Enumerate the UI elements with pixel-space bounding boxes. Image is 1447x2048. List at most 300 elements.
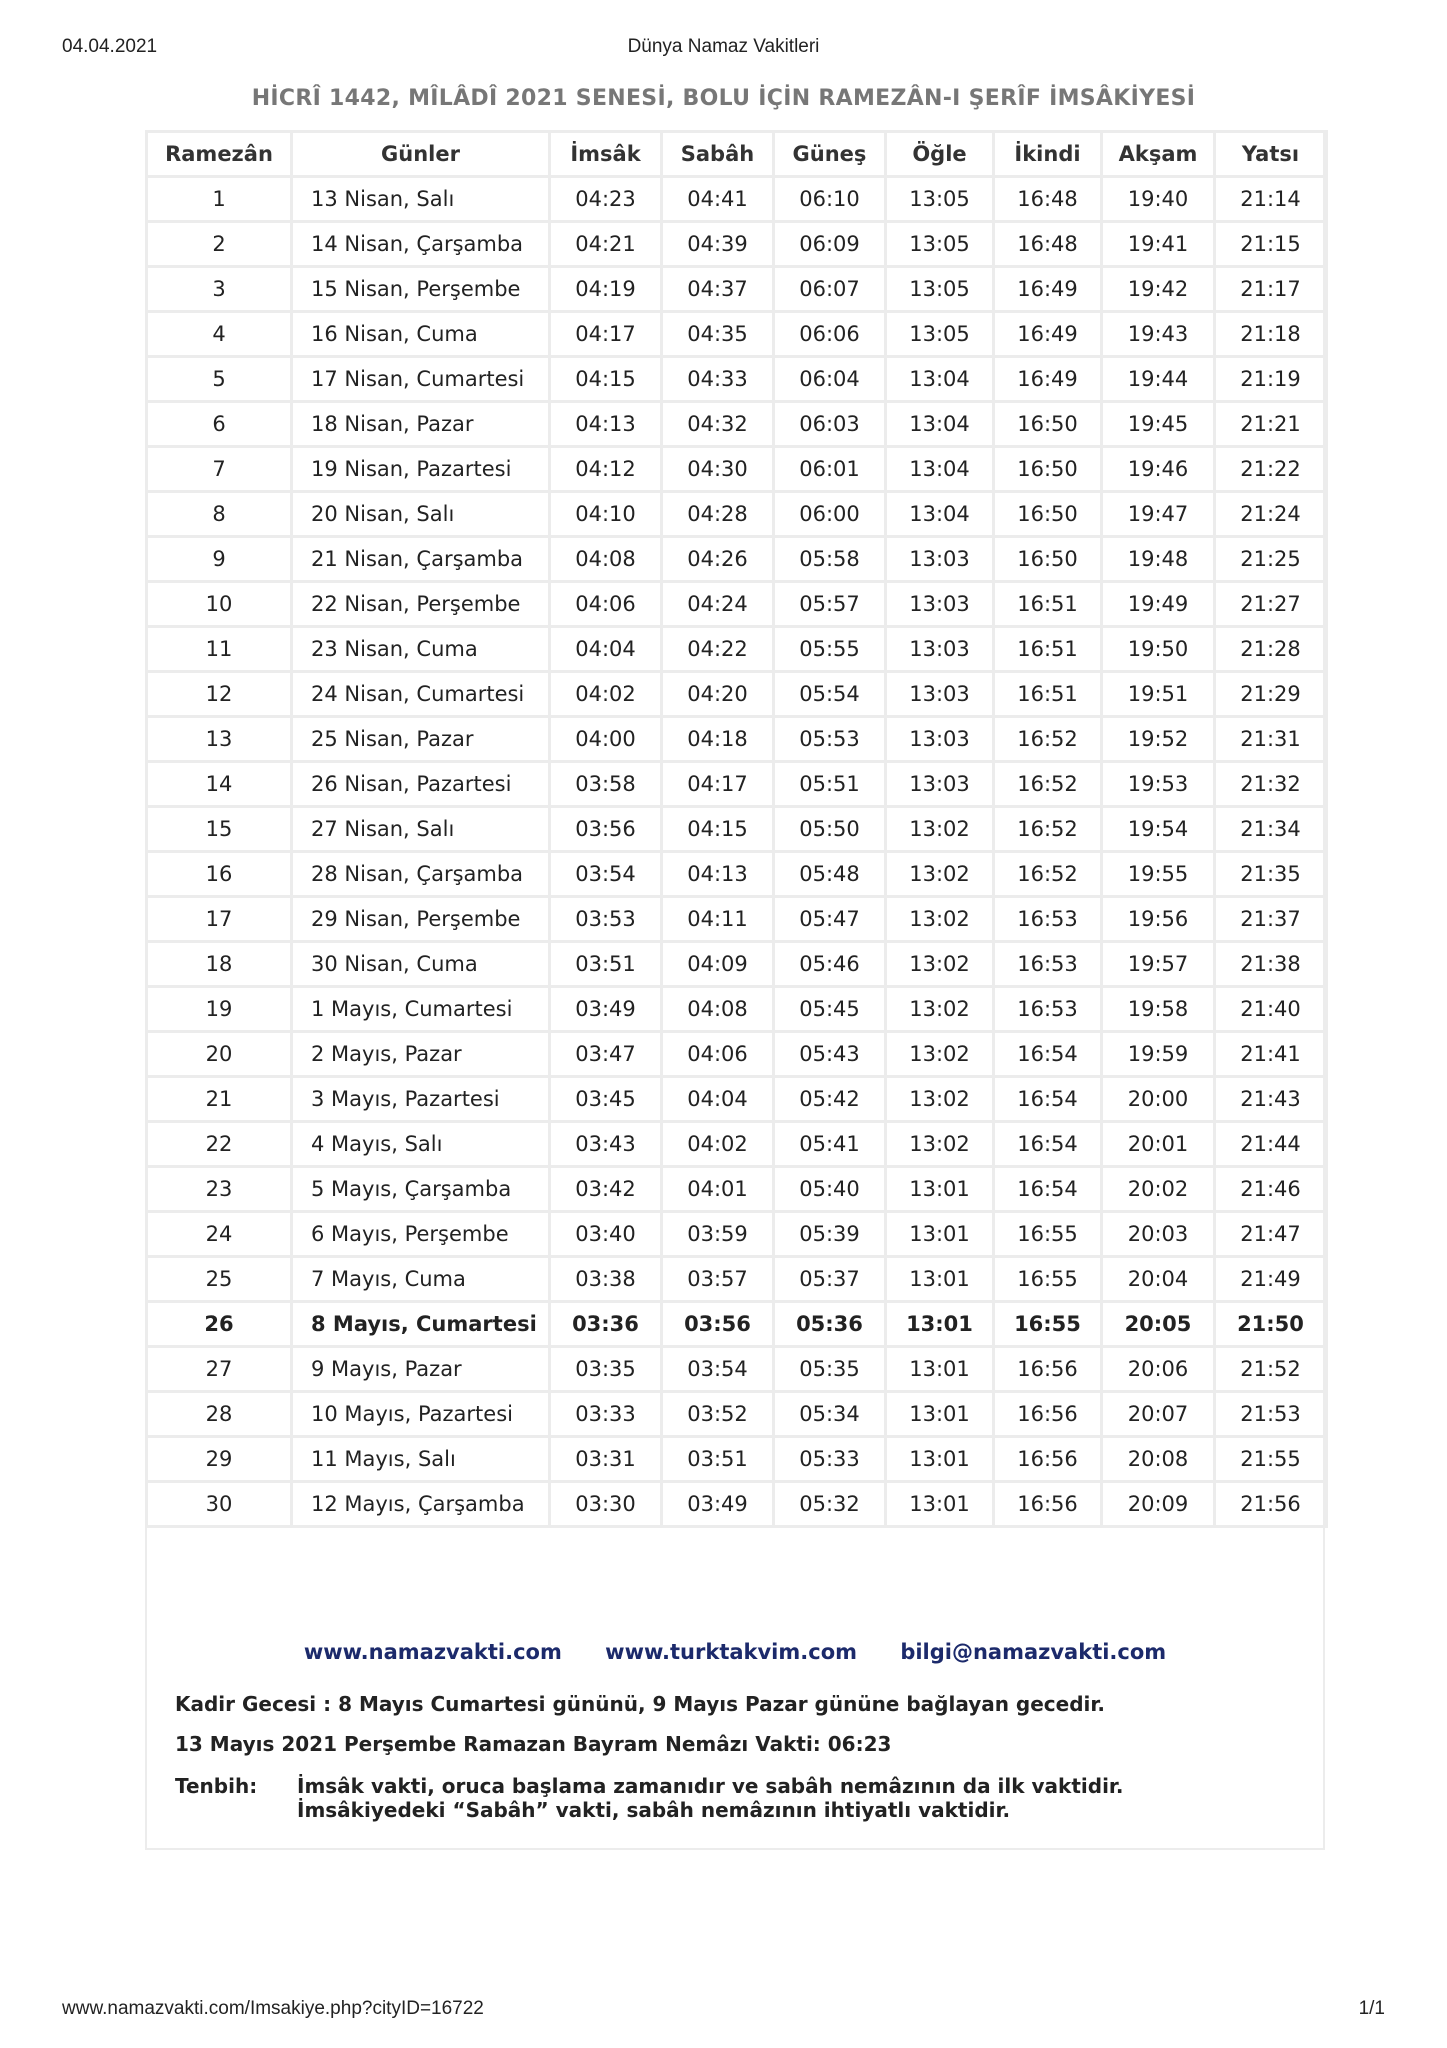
col-gunes-cell: 05:36 xyxy=(774,1302,886,1347)
col-yatsi-cell: 21:40 xyxy=(1215,987,1327,1032)
col-imsak-cell: 03:35 xyxy=(550,1347,662,1392)
col-ramezan-cell: 1 xyxy=(147,177,292,222)
col-ogle-cell: 13:01 xyxy=(886,1347,994,1392)
col-imsak-cell: 04:06 xyxy=(550,582,662,627)
col-ogle-cell: 13:02 xyxy=(886,852,994,897)
col-gunes-cell: 06:09 xyxy=(774,222,886,267)
col-ramezan-cell: 10 xyxy=(147,582,292,627)
col-ikindi-cell: 16:50 xyxy=(994,537,1102,582)
link-namazvakti[interactable]: www.namazvakti.com xyxy=(303,1640,562,1664)
col-ogle-cell: 13:01 xyxy=(886,1212,994,1257)
col-imsak-cell: 04:10 xyxy=(550,492,662,537)
col-imsak-cell: 04:13 xyxy=(550,402,662,447)
col-sabah-cell: 04:17 xyxy=(662,762,774,807)
col-gunler-cell: 27 Nisan, Salı xyxy=(292,807,550,852)
col-ramezan-header: Ramezân xyxy=(147,132,292,177)
table-row xyxy=(147,582,1327,627)
col-ramezan-cell: 20 xyxy=(147,1032,292,1077)
col-gunler-cell: 13 Nisan, Salı xyxy=(292,177,550,222)
col-ramezan-cell: 24 xyxy=(147,1212,292,1257)
col-yatsi-cell: 21:25 xyxy=(1215,537,1327,582)
col-ikindi-cell: 16:55 xyxy=(994,1212,1102,1257)
col-sabah-cell: 03:49 xyxy=(662,1482,774,1527)
col-sabah-cell: 04:28 xyxy=(662,492,774,537)
col-ikindi-cell: 16:50 xyxy=(994,402,1102,447)
col-aksam-cell: 20:03 xyxy=(1102,1212,1215,1257)
col-ogle-cell: 13:02 xyxy=(886,897,994,942)
col-ramezan-cell: 5 xyxy=(147,357,292,402)
col-ramezan-cell: 25 xyxy=(147,1257,292,1302)
table-row xyxy=(147,1482,1327,1527)
col-gunler-cell: 11 Mayıs, Salı xyxy=(292,1437,550,1482)
col-ramezan-cell: 28 xyxy=(147,1392,292,1437)
col-aksam-cell: 19:47 xyxy=(1102,492,1215,537)
table-row xyxy=(147,447,1327,492)
col-ogle-cell: 13:04 xyxy=(886,357,994,402)
col-sabah-cell: 04:18 xyxy=(662,717,774,762)
col-gunes-cell: 05:58 xyxy=(774,537,886,582)
col-sabah-cell: 03:54 xyxy=(662,1347,774,1392)
table-row xyxy=(147,1122,1327,1167)
col-aksam-cell: 19:46 xyxy=(1102,447,1215,492)
col-ogle-cell: 13:02 xyxy=(886,1122,994,1167)
table-row xyxy=(147,1212,1327,1257)
col-yatsi-cell: 21:56 xyxy=(1215,1482,1327,1527)
col-aksam-cell: 20:01 xyxy=(1102,1122,1215,1167)
kadir-note: Kadir Gecesi : 8 Mayıs Cumartesi gününü, 9 Mayıs Pazar gününe bağlayan gecedir. xyxy=(175,1692,1106,1716)
col-aksam-cell: 20:05 xyxy=(1102,1302,1215,1347)
col-sabah-cell: 04:33 xyxy=(662,357,774,402)
col-aksam-cell: 19:48 xyxy=(1102,537,1215,582)
col-yatsi-cell: 21:46 xyxy=(1215,1167,1327,1212)
table-row xyxy=(147,1032,1327,1077)
col-imsak-cell: 03:30 xyxy=(550,1482,662,1527)
col-imsak-cell: 04:17 xyxy=(550,312,662,357)
table-row xyxy=(147,312,1327,357)
col-gunler-cell: 30 Nisan, Cuma xyxy=(292,942,550,987)
col-aksam-cell: 19:54 xyxy=(1102,807,1215,852)
table-row xyxy=(147,1167,1327,1212)
col-yatsi-cell: 21:28 xyxy=(1215,627,1327,672)
col-imsak-cell: 04:08 xyxy=(550,537,662,582)
col-yatsi-cell: 21:22 xyxy=(1215,447,1327,492)
col-gunes-cell: 05:57 xyxy=(774,582,886,627)
col-gunes-cell: 05:32 xyxy=(774,1482,886,1527)
col-ogle-cell: 13:02 xyxy=(886,1032,994,1077)
col-aksam-cell: 19:49 xyxy=(1102,582,1215,627)
col-aksam-cell: 19:53 xyxy=(1102,762,1215,807)
col-gunes-cell: 05:34 xyxy=(774,1392,886,1437)
col-ramezan-cell: 21 xyxy=(147,1077,292,1122)
col-imsak-cell: 03:38 xyxy=(550,1257,662,1302)
table-row xyxy=(147,402,1327,447)
col-ikindi-cell: 16:53 xyxy=(994,987,1102,1032)
col-ramezan-cell: 27 xyxy=(147,1347,292,1392)
col-sabah-cell: 04:02 xyxy=(662,1122,774,1167)
col-ikindi-header: İkindi xyxy=(994,132,1102,177)
col-gunler-cell: 9 Mayıs, Pazar xyxy=(292,1347,550,1392)
col-ogle-cell: 13:03 xyxy=(886,627,994,672)
col-ogle-cell: 13:02 xyxy=(886,987,994,1032)
table-row xyxy=(147,987,1327,1032)
col-imsak-cell: 04:12 xyxy=(550,447,662,492)
col-yatsi-cell: 21:52 xyxy=(1215,1347,1327,1392)
col-aksam-cell: 19:58 xyxy=(1102,987,1215,1032)
col-gunes-cell: 06:10 xyxy=(774,177,886,222)
col-aksam-cell: 19:40 xyxy=(1102,177,1215,222)
col-aksam-cell: 19:41 xyxy=(1102,222,1215,267)
col-sabah-cell: 03:51 xyxy=(662,1437,774,1482)
col-imsak-cell: 03:53 xyxy=(550,897,662,942)
table-row xyxy=(147,1392,1327,1437)
col-gunler-cell: 19 Nisan, Pazartesi xyxy=(292,447,550,492)
link-email[interactable]: bilgi@namazvakti.com xyxy=(900,1640,1167,1664)
col-ikindi-cell: 16:48 xyxy=(994,177,1102,222)
col-aksam-cell: 20:09 xyxy=(1102,1482,1215,1527)
col-imsak-header: İmsâk xyxy=(550,132,662,177)
col-yatsi-cell: 21:43 xyxy=(1215,1077,1327,1122)
col-ikindi-cell: 16:56 xyxy=(994,1437,1102,1482)
col-gunes-header: Güneş xyxy=(774,132,886,177)
col-sabah-cell: 04:08 xyxy=(662,987,774,1032)
col-ikindi-cell: 16:53 xyxy=(994,897,1102,942)
col-yatsi-cell: 21:29 xyxy=(1215,672,1327,717)
col-gunler-cell: 14 Nisan, Çarşamba xyxy=(292,222,550,267)
col-sabah-cell: 04:13 xyxy=(662,852,774,897)
col-gunes-cell: 05:48 xyxy=(774,852,886,897)
col-ogle-cell: 13:01 xyxy=(886,1392,994,1437)
col-gunler-cell: 4 Mayıs, Salı xyxy=(292,1122,550,1167)
col-imsak-cell: 03:49 xyxy=(550,987,662,1032)
col-ramezan-cell: 6 xyxy=(147,402,292,447)
col-sabah-cell: 04:01 xyxy=(662,1167,774,1212)
col-yatsi-cell: 21:19 xyxy=(1215,357,1327,402)
col-yatsi-cell: 21:18 xyxy=(1215,312,1327,357)
table-row xyxy=(147,492,1327,537)
col-imsak-cell: 03:47 xyxy=(550,1032,662,1077)
col-imsak-cell: 03:33 xyxy=(550,1392,662,1437)
col-ogle-cell: 13:03 xyxy=(886,762,994,807)
col-gunler-cell: 18 Nisan, Pazar xyxy=(292,402,550,447)
col-sabah-cell: 03:56 xyxy=(662,1302,774,1347)
col-sabah-cell: 04:24 xyxy=(662,582,774,627)
col-gunes-cell: 05:39 xyxy=(774,1212,886,1257)
col-sabah-cell: 03:59 xyxy=(662,1212,774,1257)
table-row xyxy=(147,807,1327,852)
col-sabah-cell: 04:39 xyxy=(662,222,774,267)
col-yatsi-cell: 21:27 xyxy=(1215,582,1327,627)
col-aksam-cell: 20:02 xyxy=(1102,1167,1215,1212)
col-aksam-cell: 19:55 xyxy=(1102,852,1215,897)
col-ogle-cell: 13:01 xyxy=(886,1302,994,1347)
col-gunler-cell: 22 Nisan, Perşembe xyxy=(292,582,550,627)
col-ogle-cell: 13:04 xyxy=(886,492,994,537)
col-yatsi-cell: 21:31 xyxy=(1215,717,1327,762)
col-sabah-cell: 04:06 xyxy=(662,1032,774,1077)
col-gunes-cell: 05:45 xyxy=(774,987,886,1032)
col-ramezan-cell: 14 xyxy=(147,762,292,807)
col-yatsi-cell: 21:50 xyxy=(1215,1302,1327,1347)
col-gunler-cell: 28 Nisan, Çarşamba xyxy=(292,852,550,897)
col-ikindi-cell: 16:54 xyxy=(994,1077,1102,1122)
table-row xyxy=(147,177,1327,222)
table-row xyxy=(147,672,1327,717)
col-ikindi-cell: 16:56 xyxy=(994,1347,1102,1392)
col-gunler-header: Günler xyxy=(292,132,550,177)
col-ikindi-cell: 16:55 xyxy=(994,1302,1102,1347)
col-sabah-cell: 04:35 xyxy=(662,312,774,357)
col-ramezan-cell: 15 xyxy=(147,807,292,852)
col-sabah-cell: 03:52 xyxy=(662,1392,774,1437)
col-ramezan-cell: 12 xyxy=(147,672,292,717)
col-ogle-cell: 13:01 xyxy=(886,1437,994,1482)
col-sabah-cell: 04:04 xyxy=(662,1077,774,1122)
col-yatsi-cell: 21:35 xyxy=(1215,852,1327,897)
col-ikindi-cell: 16:51 xyxy=(994,627,1102,672)
col-sabah-cell: 04:30 xyxy=(662,447,774,492)
table-row xyxy=(147,1302,1327,1347)
col-yatsi-cell: 21:44 xyxy=(1215,1122,1327,1167)
col-gunes-cell: 05:54 xyxy=(774,672,886,717)
col-ogle-cell: 13:05 xyxy=(886,222,994,267)
col-gunler-cell: 15 Nisan, Perşembe xyxy=(292,267,550,312)
col-gunes-cell: 06:00 xyxy=(774,492,886,537)
col-gunes-cell: 05:47 xyxy=(774,897,886,942)
col-aksam-cell: 19:50 xyxy=(1102,627,1215,672)
col-gunes-cell: 06:03 xyxy=(774,402,886,447)
col-gunler-cell: 10 Mayıs, Pazartesi xyxy=(292,1392,550,1437)
table-row xyxy=(147,852,1327,897)
col-aksam-cell: 19:43 xyxy=(1102,312,1215,357)
col-gunes-cell: 05:50 xyxy=(774,807,886,852)
col-sabah-cell: 04:20 xyxy=(662,672,774,717)
col-ogle-cell: 13:03 xyxy=(886,717,994,762)
col-sabah-cell: 04:37 xyxy=(662,267,774,312)
col-ogle-cell: 13:02 xyxy=(886,807,994,852)
col-gunler-cell: 6 Mayıs, Perşembe xyxy=(292,1212,550,1257)
col-yatsi-cell: 21:55 xyxy=(1215,1437,1327,1482)
col-gunler-cell: 25 Nisan, Pazar xyxy=(292,717,550,762)
col-ogle-cell: 13:04 xyxy=(886,402,994,447)
col-gunes-cell: 05:40 xyxy=(774,1167,886,1212)
col-ramezan-cell: 2 xyxy=(147,222,292,267)
link-turktakvim[interactable]: www.turktakvim.com xyxy=(605,1640,857,1664)
col-gunler-cell: 7 Mayıs, Cuma xyxy=(292,1257,550,1302)
col-ogle-cell: 13:01 xyxy=(886,1167,994,1212)
col-gunler-cell: 26 Nisan, Pazartesi xyxy=(292,762,550,807)
col-gunler-cell: 3 Mayıs, Pazartesi xyxy=(292,1077,550,1122)
col-imsak-cell: 04:02 xyxy=(550,672,662,717)
table-row xyxy=(147,1437,1327,1482)
table-row xyxy=(147,717,1327,762)
col-ikindi-cell: 16:54 xyxy=(994,1032,1102,1077)
print-page-number: 1/1 xyxy=(1358,1998,1385,2019)
col-imsak-cell: 03:56 xyxy=(550,807,662,852)
col-sabah-cell: 04:26 xyxy=(662,537,774,582)
col-imsak-cell: 04:00 xyxy=(550,717,662,762)
col-gunler-cell: 1 Mayıs, Cumartesi xyxy=(292,987,550,1032)
col-ogle-cell: 13:03 xyxy=(886,582,994,627)
col-ikindi-cell: 16:52 xyxy=(994,762,1102,807)
col-yatsi-cell: 21:41 xyxy=(1215,1032,1327,1077)
col-ikindi-cell: 16:51 xyxy=(994,672,1102,717)
col-ogle-cell: 13:05 xyxy=(886,177,994,222)
col-ramezan-cell: 11 xyxy=(147,627,292,672)
col-ogle-cell: 13:01 xyxy=(886,1257,994,1302)
col-yatsi-cell: 21:53 xyxy=(1215,1392,1327,1437)
col-ogle-cell: 13:02 xyxy=(886,942,994,987)
col-imsak-cell: 03:45 xyxy=(550,1077,662,1122)
col-ramezan-cell: 22 xyxy=(147,1122,292,1167)
table-row xyxy=(147,537,1327,582)
col-ramezan-cell: 3 xyxy=(147,267,292,312)
col-sabah-cell: 04:22 xyxy=(662,627,774,672)
col-gunler-cell: 21 Nisan, Çarşamba xyxy=(292,537,550,582)
col-gunes-cell: 06:04 xyxy=(774,357,886,402)
col-gunler-cell: 17 Nisan, Cumartesi xyxy=(292,357,550,402)
col-imsak-cell: 04:04 xyxy=(550,627,662,672)
table-row xyxy=(147,1347,1327,1392)
col-aksam-cell: 19:45 xyxy=(1102,402,1215,447)
col-gunes-cell: 05:35 xyxy=(774,1347,886,1392)
col-gunes-cell: 05:55 xyxy=(774,627,886,672)
col-ikindi-cell: 16:54 xyxy=(994,1122,1102,1167)
col-gunes-cell: 05:51 xyxy=(774,762,886,807)
col-imsak-cell: 03:40 xyxy=(550,1212,662,1257)
col-gunler-cell: 8 Mayıs, Cumartesi xyxy=(292,1302,550,1347)
footer-links xyxy=(145,1640,1325,1664)
col-gunes-cell: 06:01 xyxy=(774,447,886,492)
col-ikindi-cell: 16:48 xyxy=(994,222,1102,267)
col-aksam-cell: 20:07 xyxy=(1102,1392,1215,1437)
col-imsak-cell: 04:21 xyxy=(550,222,662,267)
col-ogle-cell: 13:02 xyxy=(886,1077,994,1122)
col-imsak-cell: 03:51 xyxy=(550,942,662,987)
page-title: HİCRÎ 1442, MÎLÂDÎ 2021 SENESİ, BOLU İÇİN RAMEZÂN-I ŞERÎF İMSÂKİYESİ xyxy=(251,86,1196,111)
table-row xyxy=(147,627,1327,672)
col-aksam-cell: 20:00 xyxy=(1102,1077,1215,1122)
warning-line-1: İmsâk vakti, oruca başlama zamanıdır ve sabâh nemâzının da ilk vaktidir. xyxy=(297,1774,1124,1798)
col-ikindi-cell: 16:52 xyxy=(994,807,1102,852)
col-gunes-cell: 05:46 xyxy=(774,942,886,987)
col-aksam-cell: 19:51 xyxy=(1102,672,1215,717)
col-ramezan-cell: 18 xyxy=(147,942,292,987)
col-ikindi-cell: 16:55 xyxy=(994,1257,1102,1302)
table-row xyxy=(147,1077,1327,1122)
col-gunler-cell: 23 Nisan, Cuma xyxy=(292,627,550,672)
col-yatsi-cell: 21:47 xyxy=(1215,1212,1327,1257)
col-aksam-cell: 20:04 xyxy=(1102,1257,1215,1302)
col-sabah-cell: 04:11 xyxy=(662,897,774,942)
col-aksam-cell: 19:52 xyxy=(1102,717,1215,762)
col-imsak-cell: 04:15 xyxy=(550,357,662,402)
col-yatsi-cell: 21:21 xyxy=(1215,402,1327,447)
table-body xyxy=(147,177,1327,1527)
table-row xyxy=(147,942,1327,987)
col-imsak-cell: 03:42 xyxy=(550,1167,662,1212)
col-gunes-cell: 06:06 xyxy=(774,312,886,357)
col-sabah-cell: 03:57 xyxy=(662,1257,774,1302)
col-aksam-cell: 19:59 xyxy=(1102,1032,1215,1077)
col-imsak-cell: 04:23 xyxy=(550,177,662,222)
col-yatsi-cell: 21:34 xyxy=(1215,807,1327,852)
col-imsak-cell: 03:36 xyxy=(550,1302,662,1347)
print-url: www.namazvakti.com/Imsakiye.php?cityID=16722 xyxy=(62,1998,484,2019)
col-sabah-cell: 04:32 xyxy=(662,402,774,447)
col-aksam-cell: 20:08 xyxy=(1102,1437,1215,1482)
col-sabah-cell: 04:15 xyxy=(662,807,774,852)
col-ramezan-cell: 29 xyxy=(147,1437,292,1482)
table-row xyxy=(147,897,1327,942)
table-row xyxy=(147,357,1327,402)
col-gunes-cell: 05:43 xyxy=(774,1032,886,1077)
table-row xyxy=(147,222,1327,267)
col-ikindi-cell: 16:49 xyxy=(994,267,1102,312)
col-gunler-cell: 5 Mayıs, Çarşamba xyxy=(292,1167,550,1212)
col-gunler-cell: 29 Nisan, Perşembe xyxy=(292,897,550,942)
col-yatsi-cell: 21:14 xyxy=(1215,177,1327,222)
col-ramezan-cell: 23 xyxy=(147,1167,292,1212)
col-ikindi-cell: 16:56 xyxy=(994,1392,1102,1437)
col-gunes-cell: 05:41 xyxy=(774,1122,886,1167)
imsakiye-table xyxy=(145,130,1328,1528)
col-aksam-cell: 19:57 xyxy=(1102,942,1215,987)
warning-line-2: İmsâkiyedeki “Sabâh” vakti, sabâh nemâzının ihtiyatlı vaktidir. xyxy=(297,1798,1011,1822)
col-ramezan-cell: 4 xyxy=(147,312,292,357)
col-gunler-cell: 16 Nisan, Cuma xyxy=(292,312,550,357)
col-gunes-cell: 05:53 xyxy=(774,717,886,762)
col-gunler-cell: 20 Nisan, Salı xyxy=(292,492,550,537)
col-gunler-cell: 12 Mayıs, Çarşamba xyxy=(292,1482,550,1527)
col-ogle-cell: 13:05 xyxy=(886,267,994,312)
col-yatsi-cell: 21:37 xyxy=(1215,897,1327,942)
table-row xyxy=(147,267,1327,312)
col-ikindi-cell: 16:49 xyxy=(994,357,1102,402)
col-yatsi-cell: 21:49 xyxy=(1215,1257,1327,1302)
col-ogle-cell: 13:03 xyxy=(886,672,994,717)
col-ikindi-cell: 16:54 xyxy=(994,1167,1102,1212)
col-ikindi-cell: 16:50 xyxy=(994,492,1102,537)
col-ramezan-cell: 19 xyxy=(147,987,292,1032)
col-ikindi-cell: 16:51 xyxy=(994,582,1102,627)
col-yatsi-cell: 21:32 xyxy=(1215,762,1327,807)
col-sabah-cell: 04:41 xyxy=(662,177,774,222)
col-ikindi-cell: 16:49 xyxy=(994,312,1102,357)
col-yatsi-cell: 21:15 xyxy=(1215,222,1327,267)
col-aksam-header: Akşam xyxy=(1102,132,1215,177)
col-ramezan-cell: 30 xyxy=(147,1482,292,1527)
table-row xyxy=(147,762,1327,807)
col-ikindi-cell: 16:50 xyxy=(994,447,1102,492)
col-gunes-cell: 05:33 xyxy=(774,1437,886,1482)
print-date: 04.04.2021 xyxy=(62,36,158,57)
col-aksam-cell: 19:56 xyxy=(1102,897,1215,942)
col-gunes-cell: 05:37 xyxy=(774,1257,886,1302)
col-ikindi-cell: 16:52 xyxy=(994,852,1102,897)
col-yatsi-header: Yatsı xyxy=(1215,132,1327,177)
col-ogle-cell: 13:05 xyxy=(886,312,994,357)
col-imsak-cell: 03:58 xyxy=(550,762,662,807)
col-ikindi-cell: 16:53 xyxy=(994,942,1102,987)
col-yatsi-cell: 21:24 xyxy=(1215,492,1327,537)
col-yatsi-cell: 21:17 xyxy=(1215,267,1327,312)
col-ikindi-cell: 16:56 xyxy=(994,1482,1102,1527)
col-gunes-cell: 06:07 xyxy=(774,267,886,312)
col-gunler-cell: 24 Nisan, Cumartesi xyxy=(292,672,550,717)
col-imsak-cell: 03:31 xyxy=(550,1437,662,1482)
col-ogle-header: Öğle xyxy=(886,132,994,177)
col-ramezan-cell: 7 xyxy=(147,447,292,492)
